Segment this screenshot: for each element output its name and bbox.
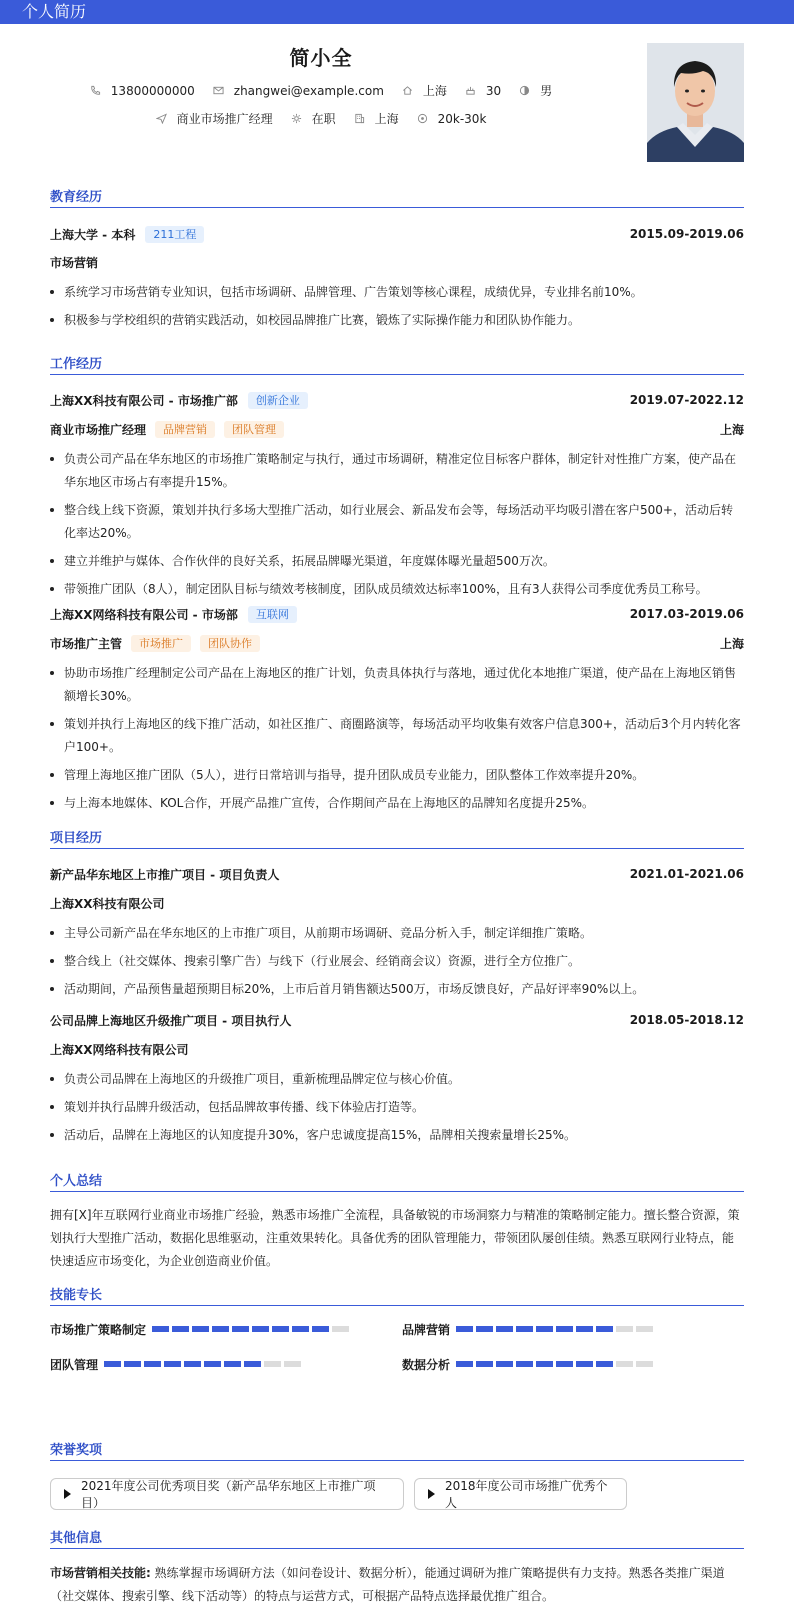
- phone-value: 13800000000: [110, 83, 195, 98]
- list-item: 策划并执行上海地区的线下推广活动，如社区推广、商圈路演等，每场活动平均收集有效客户信息300+，活动后3个月内转化客户100+。: [50, 713, 744, 759]
- list-item: 协助市场推广经理制定公司产品在上海地区的推广计划，负责具体执行与落地，通过优化本地推广渠道，使产品在上海地区销售额增长30%。: [50, 662, 744, 708]
- skill-level-segment: [456, 1326, 473, 1332]
- list-item: 系统学习市场营销专业知识，包括市场调研、品牌管理、广告策划等核心课程，成绩优异，专业排名前10%。: [50, 281, 744, 304]
- city-value: 上海: [422, 84, 447, 98]
- section-summary-title: 个人总结: [50, 1170, 744, 1192]
- project-company-row: [50, 893, 744, 913]
- section-awards-title: 荣誉奖项: [50, 1439, 744, 1461]
- work-bullets: [50, 662, 744, 820]
- list-item: 整合线上线下资源，策划并执行多场大型推广活动，如行业展会、新品发布会等，每场活动平均吸引潜在客户500+，活动后转化率达20%。: [50, 499, 744, 545]
- skill-level-segment: [476, 1326, 493, 1332]
- award-item: [50, 1478, 404, 1510]
- skill-level-segment: [576, 1326, 593, 1332]
- skill-level-segment: [284, 1361, 301, 1367]
- coin-icon: [417, 113, 428, 124]
- profile-header: [0, 24, 794, 184]
- email-value: zhangwei@example.com: [233, 83, 384, 98]
- skill-level-segment: [124, 1361, 141, 1367]
- gender-item: [519, 82, 552, 99]
- skill-level-segment: [244, 1361, 261, 1367]
- award-text: 2021年度公司优秀项目奖（新产品华东地区上市推广项目）: [81, 1479, 376, 1510]
- profile-photo: [647, 43, 744, 162]
- skill-level-segment: [264, 1361, 281, 1367]
- role-tag: 团队管理: [224, 421, 284, 438]
- skill-level-segment: [332, 1326, 349, 1332]
- skill-level-segment: [172, 1326, 189, 1332]
- resume-header-bar: [0, 0, 794, 24]
- skill-level-segment: [516, 1326, 533, 1332]
- company-tag: 创新企业: [248, 392, 308, 409]
- skill-level-segment: [212, 1326, 229, 1332]
- work-role-row: [50, 633, 744, 653]
- list-item: 活动期间，产品预售量超预期目标20%，上市后首月销售额达500万，市场反馈良好，产品好评率90%以上。: [50, 978, 744, 1001]
- city-item: [402, 82, 447, 99]
- project-company: 上海XX网络科技有限公司: [50, 1042, 189, 1057]
- home-icon: [402, 85, 413, 96]
- salary-item: [417, 112, 487, 126]
- skill-level-segment: [516, 1361, 533, 1367]
- project-title: 新产品华东地区上市推广项目 - 项目负责人: [50, 867, 280, 882]
- project-bullets: [50, 922, 744, 1006]
- work-city-item: [354, 110, 399, 127]
- list-item: 积极参与学校组织的营销实践活动，如校园品牌推广比赛，锻炼了实际操作能力和团队协作能力。: [50, 309, 744, 332]
- play-icon: [428, 1489, 435, 1499]
- project-date: 2021.01-2021.06: [629, 867, 744, 881]
- role-tag: 品牌营销: [155, 421, 215, 438]
- play-icon: [64, 1489, 71, 1499]
- phone-item: [90, 84, 195, 98]
- job-intent-row: [0, 110, 642, 127]
- company-name: 上海XX科技有限公司 - 市场推广部: [50, 393, 238, 408]
- phone-icon: [90, 85, 101, 96]
- skill-level-segment: [184, 1361, 201, 1367]
- skill-level-segment: [556, 1361, 573, 1367]
- skill-level-segment: [232, 1326, 249, 1332]
- skill-level-segment: [496, 1361, 513, 1367]
- resume-label: 个人简历: [22, 2, 87, 21]
- skill-bar: [456, 1361, 656, 1367]
- skill-level-segment: [576, 1361, 593, 1367]
- status-value: 在职: [311, 112, 336, 126]
- skill-bar: [152, 1326, 352, 1332]
- list-item: 带领推广团队（8人），制定团队目标与绩效考核制度，团队成员绩效达标率100%，且有3人获得公司季度优秀员工称号。: [50, 578, 744, 601]
- skill-level-segment: [596, 1361, 613, 1367]
- skill-level-segment: [496, 1326, 513, 1332]
- skill-level-segment: [144, 1361, 161, 1367]
- skill-level-segment: [204, 1361, 221, 1367]
- age-value: 30: [485, 83, 502, 98]
- section-projects-title: 项目经历: [50, 827, 744, 849]
- summary-text: 拥有[X]年互联网行业商业市场推广经验，熟悉市场推广全流程，具备敏锐的市场洞察力与精准的策略制定能力。擅长整合资源，策划执行大型推广活动，数据化思维驱动，注重效果转化。具备优秀的团队管理能力，带领团队屡创佳绩。熟悉互联网行业特点，能快速适应市场变化，为企业创造商业价值。: [50, 1208, 740, 1268]
- skill-item: [50, 1320, 352, 1338]
- skill-level-segment: [636, 1326, 653, 1332]
- gender-icon: [519, 85, 530, 96]
- list-item: 策划并执行品牌升级活动，包括品牌故事传播、线下体验店打造等。: [50, 1096, 744, 1119]
- education-major: [50, 252, 744, 272]
- role-tag: 团队协作: [200, 635, 260, 652]
- skill-item: [50, 1355, 304, 1373]
- skill-level-segment: [224, 1361, 241, 1367]
- skill-level-segment: [556, 1326, 573, 1332]
- skill-level-segment: [456, 1361, 473, 1367]
- work-date: 2019.07-2022.12: [629, 393, 744, 407]
- gear-icon: [291, 113, 302, 124]
- candidate-name: 简小全: [289, 46, 353, 70]
- project-entry-header: [50, 864, 744, 884]
- skill-level-segment: [536, 1361, 553, 1367]
- education-date: 2015.09-2019.06: [629, 227, 744, 241]
- list-item: 整合线上（社交媒体、搜索引擎广告）与线下（行业展会、经销商会议）资源，进行全方位推广。: [50, 950, 744, 973]
- section-skills-title: 技能专长: [50, 1284, 744, 1306]
- section-other-title: 其他信息: [50, 1527, 744, 1549]
- skill-level-segment: [616, 1326, 633, 1332]
- other-label: 市场营销相关技能:: [50, 1566, 151, 1580]
- other-info: [50, 1562, 744, 1608]
- work-bullets: [50, 448, 744, 606]
- list-item: 负责公司品牌在上海地区的升级推广项目，重新梳理品牌定位与核心价值。: [50, 1068, 744, 1091]
- building-icon: [354, 113, 365, 124]
- project-bullets: [50, 1068, 744, 1152]
- skill-level-segment: [616, 1361, 633, 1367]
- work-entry-header: [50, 390, 744, 410]
- list-item: 建立并维护与媒体、合作伙伴的良好关系，拓展品牌曝光渠道，年度媒体曝光量超500万次。: [50, 550, 744, 573]
- work-role-row: [50, 419, 744, 439]
- skill-level-segment: [596, 1326, 613, 1332]
- project-entry-header: [50, 1010, 744, 1030]
- skill-name: 品牌营销: [402, 1322, 451, 1337]
- company-name: 上海XX网络科技有限公司 - 市场部: [50, 607, 238, 622]
- skill-level-segment: [272, 1326, 289, 1332]
- skill-level-segment: [152, 1326, 169, 1332]
- project-date: 2018.05-2018.12: [629, 1013, 744, 1027]
- skill-level-segment: [104, 1361, 121, 1367]
- project-title: 公司品牌上海地区升级推广项目 - 项目执行人: [50, 1013, 292, 1028]
- skill-bar: [456, 1326, 656, 1332]
- status-item: [291, 110, 336, 127]
- skill-name: 团队管理: [50, 1357, 99, 1372]
- contact-row: [0, 82, 642, 99]
- list-item: 管理上海地区推广团队（5人），进行日常培训与指导，提升团队成员专业能力，团队整体工作效率提升20%。: [50, 764, 744, 787]
- work-location: 上海: [719, 422, 744, 437]
- email-item: [213, 84, 384, 98]
- cake-icon: [465, 85, 476, 96]
- education-entry-header: [50, 224, 744, 244]
- skill-level-segment: [292, 1326, 309, 1332]
- job-target-value: 商业市场推广经理: [176, 112, 273, 126]
- send-icon: [156, 113, 167, 124]
- salary-value: 20k-30k: [437, 111, 487, 126]
- gender-value: 男: [540, 84, 553, 98]
- list-item: 活动后，品牌在上海地区的认知度提升30%，客户忠诚度提高15%，品牌相关搜索量增长25%。: [50, 1124, 744, 1147]
- skill-level-segment: [476, 1361, 493, 1367]
- school-name: 上海大学 - 本科: [50, 227, 136, 242]
- award-text: 2018年度公司市场推广优秀个人: [445, 1479, 608, 1510]
- role-title: 市场推广主管: [50, 636, 123, 651]
- skill-level-segment: [164, 1361, 181, 1367]
- award-item: [414, 1478, 627, 1510]
- work-date: 2017.03-2019.06: [629, 607, 744, 621]
- skill-bar: [104, 1361, 304, 1367]
- skill-level-segment: [192, 1326, 209, 1332]
- role-tag: 市场推广: [131, 635, 191, 652]
- section-work-title: 工作经历: [50, 353, 744, 375]
- section-education-title: 教育经历: [50, 186, 744, 208]
- list-item: 与上海本地媒体、KOL合作，开展产品推广宣传，合作期间产品在上海地区的品牌知名度提升25%。: [50, 792, 744, 815]
- work-entry-header: [50, 604, 744, 624]
- age-item: [465, 84, 501, 98]
- role-title: 商业市场推广经理: [50, 422, 147, 437]
- school-tag: 211工程: [145, 226, 204, 243]
- skill-level-segment: [536, 1326, 553, 1332]
- skill-level-segment: [636, 1361, 653, 1367]
- list-item: 主导公司新产品在华东地区的上市推广项目，从前期市场调研、竞品分析入手，制定详细推广策略。: [50, 922, 744, 945]
- major-name: 市场营销: [50, 255, 99, 270]
- work-city-value: 上海: [374, 112, 399, 126]
- skill-item: [402, 1320, 656, 1338]
- work-location: 上海: [719, 636, 744, 651]
- project-company: 上海XX科技有限公司: [50, 896, 165, 911]
- company-tag: 互联网: [248, 606, 297, 623]
- skill-level-segment: [312, 1326, 329, 1332]
- list-item: 负责公司产品在华东地区的市场推广策略制定与执行，通过市场调研，精准定位目标客户群体，制定针对性推广方案，使产品在华东地区市场占有率提升15%。: [50, 448, 744, 494]
- project-company-row: [50, 1039, 744, 1059]
- other-text: 熟练掌握市场调研方法（如问卷设计、数据分析），能通过调研为推广策略提供有力支持。熟悉各类推广渠道（社交媒体、搜索引擎、线下活动等）的特点与运营方式，可根据产品特点选择最优推广组合。: [50, 1566, 725, 1603]
- mail-icon: [213, 85, 224, 96]
- education-bullets: [50, 281, 744, 337]
- skill-name: 市场推广策略制定: [50, 1322, 147, 1337]
- job-target-item: [156, 110, 273, 127]
- skill-name: 数据分析: [402, 1357, 451, 1372]
- skill-level-segment: [252, 1326, 269, 1332]
- skill-item: [402, 1355, 656, 1373]
